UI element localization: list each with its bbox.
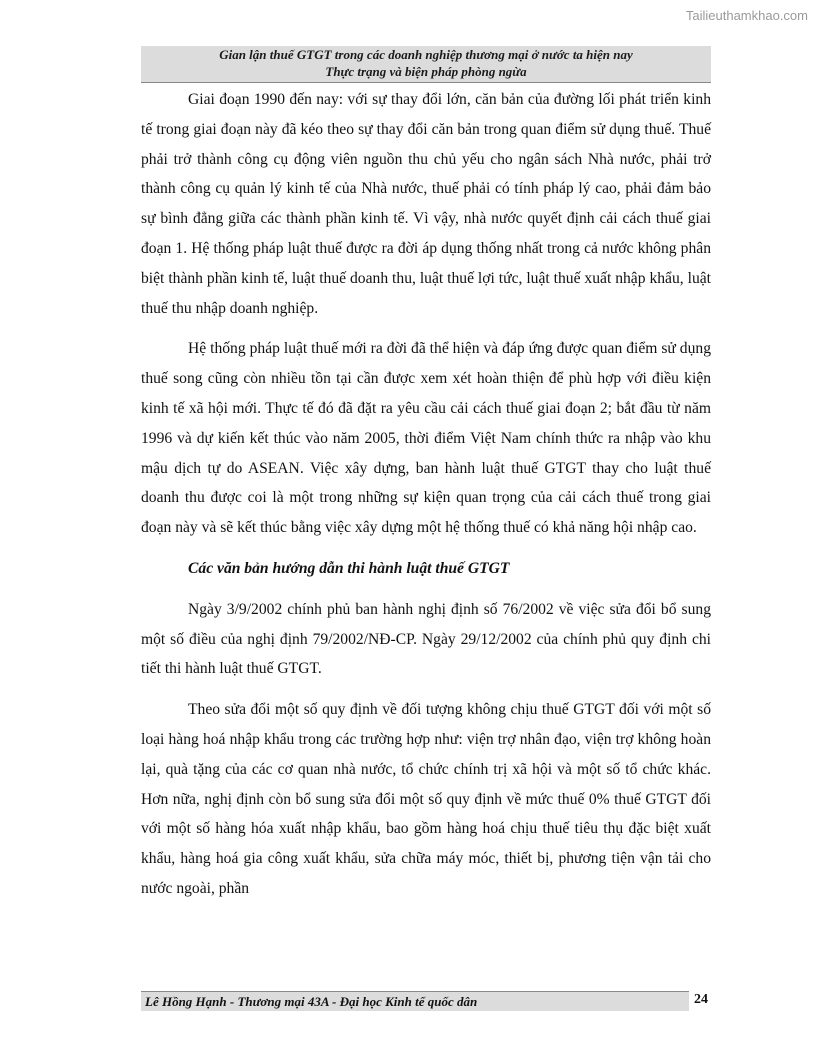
paragraph-1: Giai đoạn 1990 đến nay: với sự thay đổi lớn, căn bản của đường lối phát triển kinh tế trong giai đoạn này đã kéo theo sự thay đổi căn bản trong quan điểm sử dụng thuế. Thuế phải trở thành công cụ động viên nguồn thu chủ yếu cho ngân sách Nhà nước, phải trở thành công cụ quản lý kinh tế của Nhà nước, thuế phải có tính pháp lý cao, phải đảm bảo sự bình đẳng giữa các thành phần kinh tế. Vì vậy, nhà nước quyết định cải cách thuế giai đoạn 1. Hệ thống pháp luật thuế được ra đời áp dụng thống nhất trong cả nước không phân biệt thành phần kinh tế, luật thuế doanh thu, luật thuế lợi tức, luật thuế xuất nhập khẩu, luật thuế thu nhập doanh nghiệp. bbox=[141, 91, 711, 317]
watermark: Tailieuthamkhao.com bbox=[685, 8, 808, 23]
page-header bbox=[141, 46, 711, 83]
page-number: 24 bbox=[694, 992, 708, 1007]
paragraph-3: Ngày 3/9/2002 chính phủ ban hành nghị định số 76/2002 về việc sửa đổi bổ sung một số điều của nghị định 79/2002/NĐ-CP. Ngày 29/12/2002 của chính phủ quy định chi tiết thi hành luật thuế GTGT. bbox=[141, 600, 711, 678]
page-footer: Lê Hồng Hạnh - Thương mại 43A - Đại học Kinh tế quốc dân bbox=[141, 991, 689, 1011]
paragraph-2: Hệ thống pháp luật thuế mới ra đời đã thể hiện và đáp ứng được quan điểm sử dụng thuế song cũng còn nhiều tồn tại cần được xem xét hoàn thiện để phù hợp với điều kiện kinh tế xã hội mới. Thực tế đó đã đặt ra yêu cầu cải cách thuế giai đoạn 2; bắt đầu từ năm 1996 và dự kiến kết thúc vào năm 2005, thời điểm Việt Nam chính thức ra nhập vào khu mậu dịch tự do ASEAN. Việc xây dựng, ban hành luật thuế GTGT thay cho luật thuế doanh thu được coi là một trong những sự kiện quan trọng của cải cách thuế trong giai đoạn này và sẽ kết thúc bằng việc xây dựng một hệ thống thuế có khả năng hội nhập cao. bbox=[141, 340, 711, 537]
paragraph-4: Theo sửa đổi một số quy định về đối tượng không chịu thuế GTGT đối với một số loại hàng hoá nhập khẩu trong các trường hợp như: viện trợ nhân đạo, viện trợ không hoàn lại, quà tặng của các cơ quan nhà nước, tổ chức chính trị xã hội và một số tổ chức khác. Hơn nữa, nghị định còn bổ sung sửa đổi một số quy định về mức thuế 0% thuế GTGT đối với một số hàng hóa xuất nhập khẩu, bao gồm hàng hoá chịu thuế tiêu thụ đặc biệt xuất khẩu, hàng hoá gia công xuất khẩu, sửa chữa máy móc, thiết bị, phương tiện vận tải cho nước ngoài, phần bbox=[141, 701, 711, 897]
header-title-line1: Gian lận thuế GTGT trong các doanh nghiệp thương mại ở nước ta hiện nay bbox=[219, 47, 633, 62]
section-heading: Các văn bản hướng dẫn thi hành luật thuế GTGT bbox=[188, 559, 510, 577]
header-title-line2: Thực trạng và biện pháp phòng ngừa bbox=[325, 64, 527, 79]
document-body bbox=[141, 85, 711, 915]
